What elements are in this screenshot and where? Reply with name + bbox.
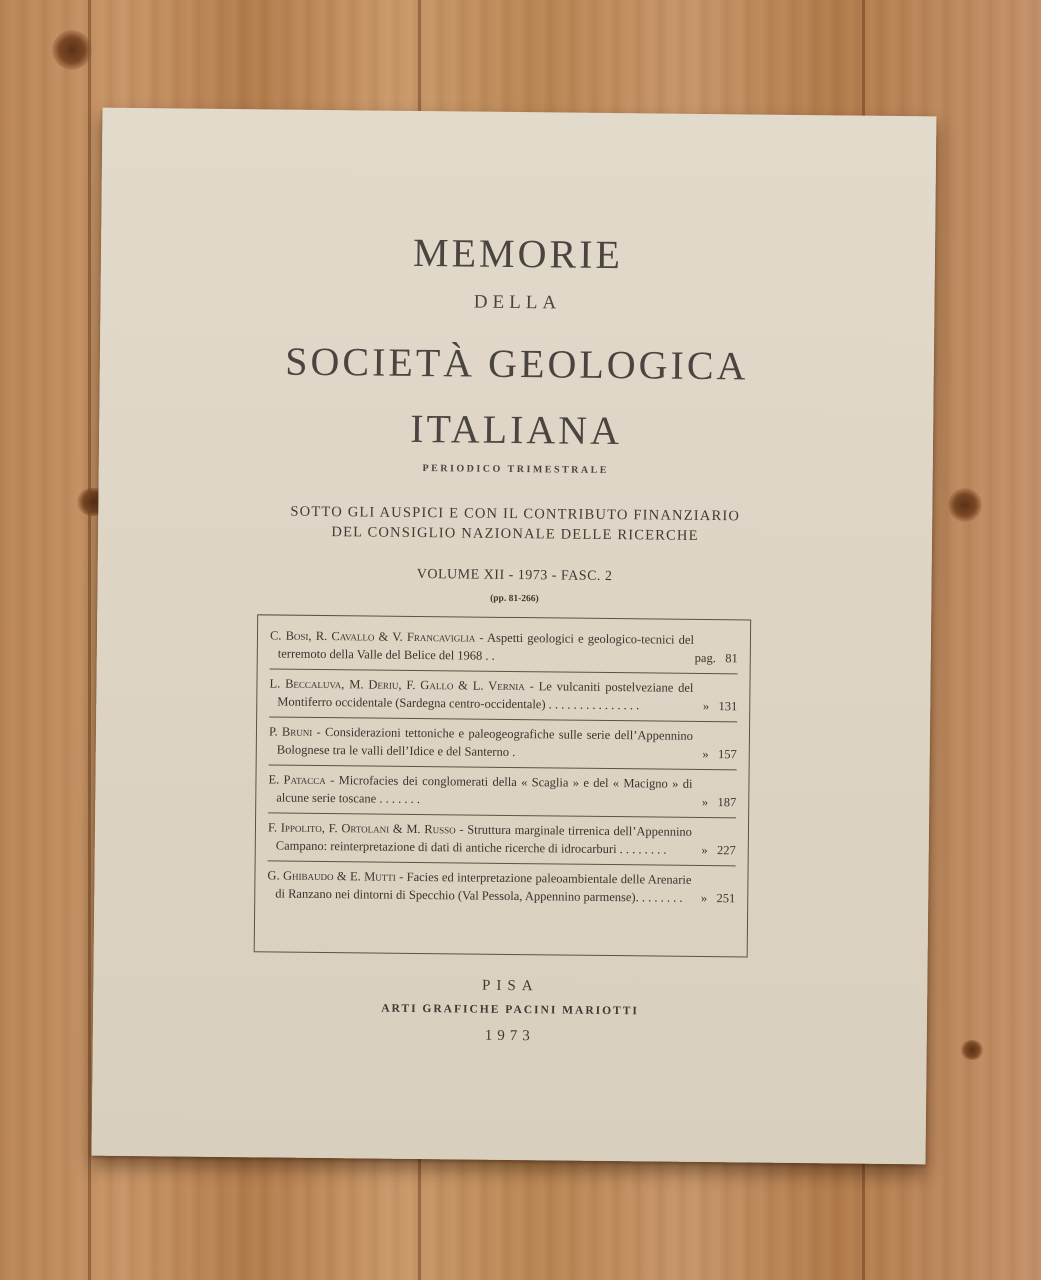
toc-page-number: 227	[716, 842, 736, 857]
imprint-city: PISA	[481, 977, 539, 995]
plank-seam	[88, 0, 91, 1280]
toc-page-prefix: »	[701, 842, 708, 857]
toc-title: - Aspetti geologici e geologico-tecnici del terremoto della Valle del Belice del 1968 . .	[277, 630, 695, 663]
toc-page-number: 157	[717, 746, 737, 761]
auspices-block	[98, 500, 932, 549]
toc-entry	[267, 861, 735, 913]
toc-entry	[268, 813, 736, 866]
toc-authors: C. Bosi, R. Cavallo & V. Francaviglia	[269, 628, 476, 645]
toc-page-prefix: »	[702, 746, 709, 761]
auspices-line-2: DEL CONSIGLIO NAZIONALE DELLE RICERCHE	[331, 524, 699, 544]
title-italiana: ITALIANA	[409, 405, 623, 454]
toc-page-prefix: »	[701, 794, 709, 809]
periodicity-label: PERIODICO TRIMESTRALE	[422, 463, 610, 476]
toc-entry	[269, 717, 737, 770]
toc-title: - Microfacies dei conglomerati della « Scaglia » e del « Macigno » di alcune serie toscane . . . . . . .	[276, 773, 693, 806]
toc-entry	[268, 765, 736, 818]
toc-authors: P. Bruni	[268, 724, 313, 739]
toc-authors: F. Ippolito, F. Ortolani & M. Russo	[267, 820, 456, 837]
toc-page-prefix: »	[700, 890, 708, 905]
auspices-line-1: SOTTO GLI AUSPICI E CON IL CONTRIBUTO FINANZIARIO	[290, 503, 741, 525]
title-della: DELLA	[473, 291, 562, 314]
toc-authors: L. Beccaluva, M. Deriu, F. Gallo & L. Vernia	[269, 676, 525, 694]
imprint-year: 1973	[484, 1027, 535, 1045]
journal-cover	[92, 108, 937, 1165]
toc-authors: G. Ghibaudo & E. Mutti	[267, 868, 396, 884]
toc-page-number: 251	[716, 890, 736, 905]
wood-knot	[52, 30, 92, 70]
toc-title: - Facies ed interpretazione paleoambientale delle Arenarie di Ranzano nei dintorni di Specchio (Val Pessola, Appennino parmense). . . . . . . .	[275, 869, 692, 905]
wood-knot	[960, 1040, 984, 1060]
toc-title: - Considerazioni tettoniche e paleogeografiche sulle serie dell’Appennino Bolognese tra le valli dell’Idice e del Santerno .	[276, 724, 694, 759]
toc-authors: E. Patacca	[268, 772, 326, 788]
toc-entry	[269, 669, 737, 722]
title-memorie: MEMORIE	[412, 229, 624, 278]
toc-title: - Struttura marginale tirrenica dell’Appennino Campano: reinterpretazione di dati di antiche ricerche di idrocarburi . . . . . . . .	[275, 822, 693, 857]
table-of-contents	[254, 614, 752, 957]
toc-page-prefix: pag.	[694, 650, 716, 665]
toc-page-prefix: »	[702, 698, 710, 713]
wood-knot	[948, 488, 982, 522]
toc-page-number: 131	[718, 698, 738, 713]
title-societa-geologica: SOCIETÀ GEOLOGICA	[285, 338, 749, 389]
volume-info: VOLUME XII - 1973 - FASC. 2	[416, 566, 613, 585]
page-range: (pp. 81-266)	[490, 593, 539, 605]
toc-title: - Le vulcaniti postelveziane del Montiferro occidentale (Sardegna centro-occidentale) . . . . . . . . . . . . . . .	[277, 679, 694, 712]
imprint-publisher: ARTI GRAFICHE PACINI MARIOTTI	[381, 1002, 639, 1018]
toc-page-number: 187	[717, 794, 737, 809]
toc-page-number: 81	[725, 650, 738, 665]
toc-entry	[270, 621, 738, 674]
